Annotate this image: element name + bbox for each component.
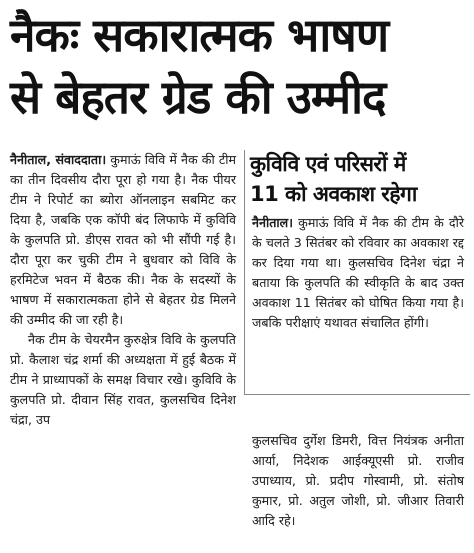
side-story-headline-line-2: 11 को अवकाश रहेगा	[250, 182, 417, 206]
side-box-divider-horizontal	[244, 394, 470, 395]
main-story-paragraph-2: नैक टीम के चेयरमैन कुरुक्षेत्र विवि के कुलपति प्रो. कैलाश चंद्र शर्मा की अध्यक्षता में हुई बैठक में टीम ने प्राध्यापकों के समक्ष विचार रखे। कुविवि के कुलपति प्रो. दीवान सिंह रावत, कुलसचिव दिनेश चंद्रा, उप	[10, 332, 236, 427]
side-box-divider-vertical	[244, 150, 245, 395]
main-headline-line-1: नैकः सकारात्मक भाषण	[10, 8, 389, 62]
side-story-body	[252, 213, 464, 333]
side-story-headline	[250, 149, 464, 209]
main-headline-line-2: से बेहतर ग्रेड की उम्मीद	[10, 70, 386, 124]
main-story-continuation-text: कुलसचिव दुर्गेश डिमरी, वित्त नियंत्रक अनीता आर्या, निदेशक आईक्यूएसी प्रो. राजीव उपाध्याय, प्रो. प्रदीप गोस्वामी, प्रो. संतोष कुमार, प्रो. अतुल जोशी, प्रो. जीआर तिवारी आदि रहे।	[252, 433, 464, 528]
main-story-column	[10, 150, 236, 430]
main-story-dateline: नैनीताल, संवाददाता।	[10, 152, 107, 167]
main-story-continuation	[252, 431, 464, 531]
main-story-paragraph-1-text: कुमाऊं विवि में नैक की टीम का तीन दिवसीय दौरा पूरा हो गया है। नैक पीयर टीम ने रिपोर्ट का ब्योरा ऑनलाइन सबमिट कर दिया है, जबकि एक कॉपी बंद लिफाफे में कुविवि के कुलपति प्रो. डीएस रावत को भी सौंपी गई है। दौरा पूरा कर चुकी टीम ने बुधवार को विवि के हरमिटेज भवन में बैठक की। नैक के सदस्यों के भाषण में सकारात्मकता होने से बेहतर ग्रेड मिलने की उम्मीद की जा रही है।	[10, 152, 236, 327]
side-story-headline-line-1: कुविवि एवं परिसरों में	[250, 152, 406, 176]
side-story-dateline: नैनीताल।	[252, 215, 293, 230]
main-headline	[10, 4, 466, 128]
side-story-text: कुमाऊं विवि में नैक की टीम के दौरे के चलते 3 सितंबर को रविवार का अवकाश रद्द कर दिया गया था। कुलसचिव दिनेश चंद्रा ने बताया कि कुलपति की स्वीकृति के बाद उक्त अवकाश 11 सितंबर को घोषित किया गया है। जबकि परीक्षाएं यथावत संचालित होंगी।	[252, 215, 464, 330]
main-story-paragraph-1	[10, 150, 236, 330]
side-story-paragraph	[252, 213, 464, 333]
